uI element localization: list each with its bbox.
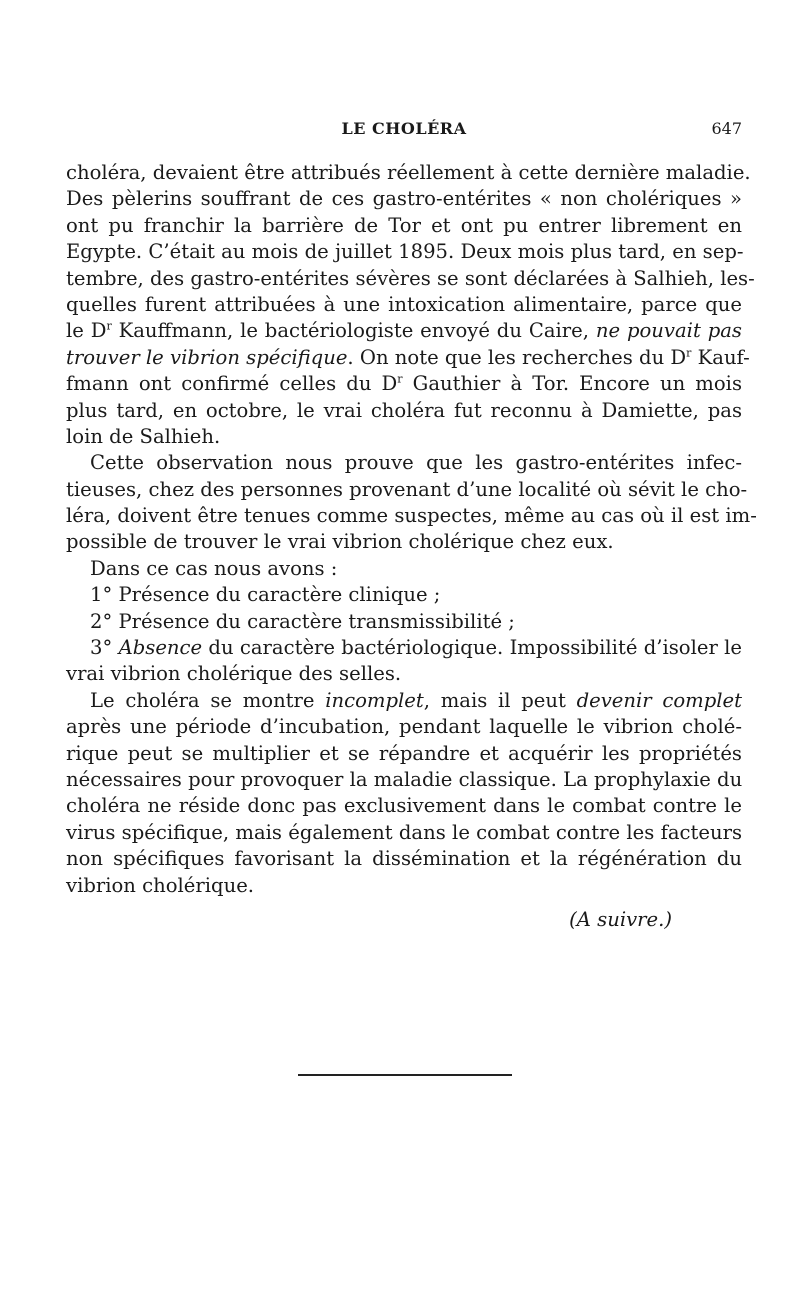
italic-run: devenir complet <box>576 688 742 712</box>
italic-run: trouver le vibrion spécifique <box>66 345 348 369</box>
text-line: non spécifiques favorisant la dissémination et la régénération du <box>66 847 742 871</box>
text-line: ont pu franchir la barrière de Tor et ont pu entrer librement en <box>66 213 742 237</box>
text-line: vibrion cholérique. <box>66 873 255 897</box>
text-line: Des pèlerins souffrant de ces gastro-entérites « non cholériques » <box>66 187 742 211</box>
text-line: léra, doivent être tenues comme suspectes, même au cas où il est im- <box>66 504 757 528</box>
italic-run: ne pouvait pas <box>595 319 742 343</box>
list-item: 1° Présence du caractère clinique ; <box>90 583 441 607</box>
page-number: 647 <box>711 119 742 138</box>
text-line: choléra, devaient être attribués réellement à cette dernière maladie. <box>66 161 751 184</box>
list-item: 2° Présence du caractère transmissibilité ; <box>90 609 515 633</box>
text-line: Egypte. C’était au mois de juillet 1895. Deux mois plus tard, en sep- <box>66 240 744 264</box>
list-item <box>66 635 742 661</box>
text-line: après une période d’incubation, pendant laquelle le vibrion cholé- <box>66 715 742 739</box>
superscript: r <box>686 346 692 360</box>
text-line: loin de Salhieh. <box>66 424 221 448</box>
text-line: tieuses, chez des personnes provenant d’une localité où sévit le cho- <box>66 477 748 501</box>
continuation-note <box>66 907 742 933</box>
superscript: r <box>397 372 403 386</box>
running-title: LE CHOLÉRA <box>341 119 467 138</box>
body-text <box>66 160 757 933</box>
text-run: Kauffmann, le bactériologiste envoyé du Caire, <box>111 319 589 343</box>
text-line: possible de trouver le vrai vibrion cholérique chez eux. <box>66 530 614 554</box>
text-run: le D <box>66 319 107 343</box>
text-line: virus spécifique, mais également dans le combat contre les facteurs <box>66 820 742 844</box>
text-run: Kauf- <box>691 345 750 369</box>
text-line: choléra ne réside donc pas exclusivement dans le combat contre le <box>66 794 742 818</box>
text-run: 3° <box>90 636 113 660</box>
text-run: Gauthier à Tor. Encore un mois <box>402 372 743 396</box>
spacer <box>66 899 742 907</box>
end-rule-divider <box>298 1074 512 1076</box>
text-line: plus tard, en octobre, le vrai choléra fut reconnu à Damiette, pas <box>66 398 742 422</box>
text-run: , mais il peut <box>423 688 566 712</box>
superscript: r <box>106 319 112 333</box>
italic-run: incomplet <box>325 688 424 712</box>
text-line <box>66 318 742 344</box>
running-head <box>66 119 742 145</box>
text-line: vrai vibrion cholérique des selles. <box>66 662 402 686</box>
text-run: Le choléra se montre <box>90 688 315 712</box>
text-line: Cette observation nous prouve que les gastro-entérites infec- <box>90 451 742 475</box>
text-line: tembre, des gastro-entérites sévères se sont déclarées à Salhieh, les- <box>66 266 755 290</box>
text-line: quelles furent attribuées à une intoxication alimentaire, parce que <box>66 292 742 316</box>
text-line <box>66 345 750 371</box>
text-run: fmann ont confirmé celles du D <box>66 372 398 396</box>
text-line: nécessaires pour provoquer la maladie classique. La prophylaxie du <box>66 767 743 791</box>
text-line: Dans ce cas nous avons : <box>90 556 338 580</box>
text-run: du caractère bactériologique. Impossibilité d’isoler le <box>202 636 743 660</box>
text-line: rique peut se multiplier et se répandre et acquérir les propriétés <box>66 741 742 765</box>
text-line <box>66 688 742 714</box>
italic-run: Absence <box>118 636 203 660</box>
italic-run: (A suivre.) <box>569 907 672 931</box>
text-run: . On note que les recherches du D <box>347 345 687 369</box>
text-line <box>66 371 742 397</box>
